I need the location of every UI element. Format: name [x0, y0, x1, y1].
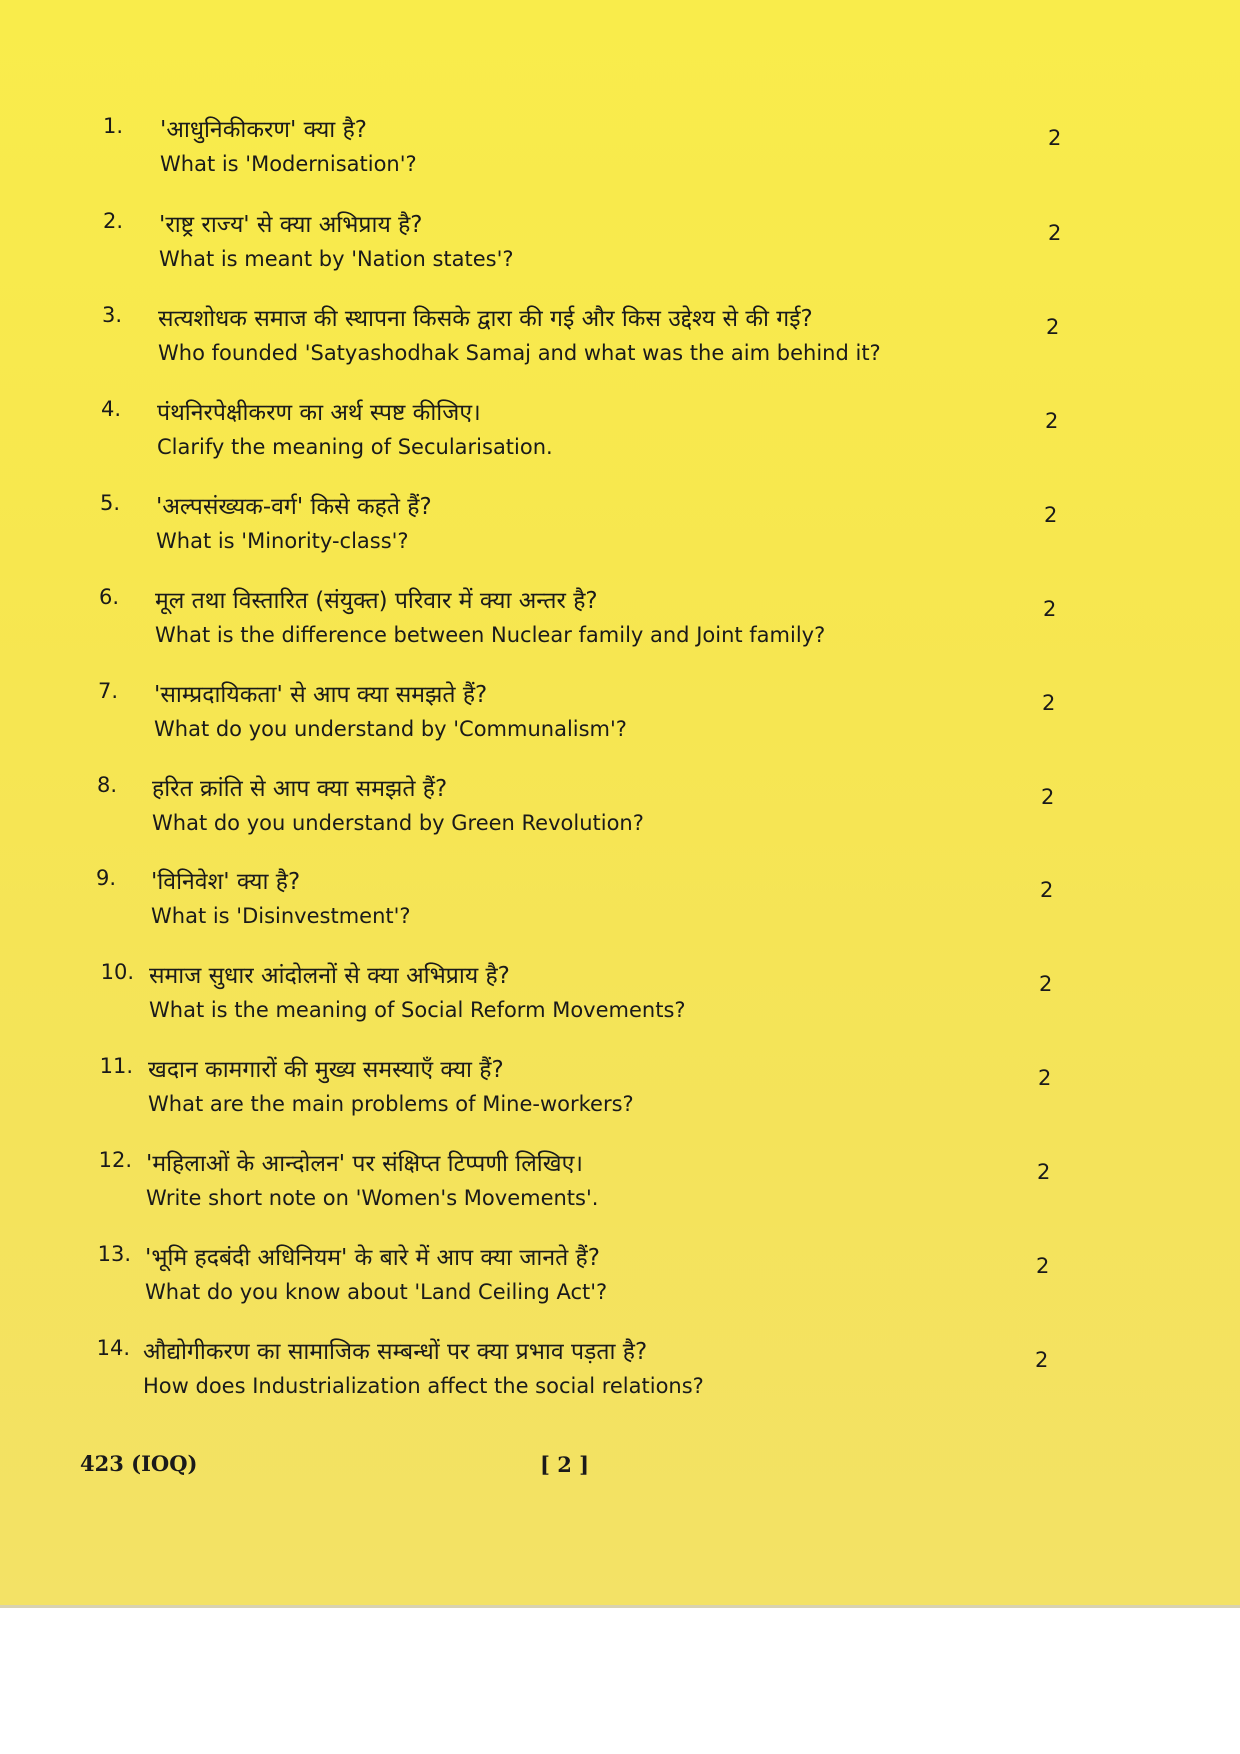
question-hindi: मूल तथा विस्तारित (संयुक्त) परिवार में क्या अन्तर है?: [155, 588, 598, 614]
question-marks: 2: [1039, 972, 1053, 996]
question-item: [0, 1054, 1240, 1134]
question-number: 14.: [96, 1336, 130, 1360]
question-marks: 2: [1035, 1348, 1049, 1372]
question-item: [0, 1242, 1240, 1322]
question-english: What do you understand by Green Revolution?: [152, 811, 644, 835]
question-number: 8.: [96, 773, 117, 797]
question-marks: 2: [1048, 221, 1062, 245]
question-item: [0, 303, 1240, 383]
question-number: 13.: [97, 1242, 131, 1266]
question-hindi: 'साम्प्रदायिकता' से आप क्या समझते हैं?: [154, 682, 488, 708]
question-english: What is the difference between Nuclear family and Joint family?: [155, 623, 826, 647]
question-hindi: हरित क्रांति से आप क्या समझते हैं?: [152, 776, 448, 802]
question-english: Clarify the meaning of Secularisation.: [157, 435, 553, 459]
question-hindi: 'महिलाओं के आन्दोलन' पर संक्षिप्त टिप्पणी लिखिए।: [146, 1151, 584, 1177]
question-english: What do you understand by 'Communalism'?: [154, 717, 627, 741]
question-number: 11.: [99, 1054, 133, 1078]
question-english: What is the meaning of Social Reform Movements?: [149, 998, 686, 1022]
question-item: [0, 585, 1240, 665]
question-hindi: 'भूमि हदबंदी अधिनियम' के बारे में आप क्या जानते हैं?: [145, 1245, 600, 1271]
question-marks: 2: [1038, 1066, 1052, 1090]
question-item: [0, 679, 1240, 759]
question-hindi: औद्योगीकरण का सामाजिक सम्बन्धों पर क्या प्रभाव पड़ता है?: [143, 1339, 648, 1365]
question-number: 10.: [100, 960, 134, 984]
question-marks: 2: [1040, 878, 1054, 902]
question-item: [0, 114, 1240, 194]
question-number: 12.: [98, 1148, 132, 1172]
question-item: [0, 773, 1240, 853]
question-item: [0, 491, 1240, 571]
question-english: What is 'Disinvestment'?: [151, 904, 411, 928]
question-number: 1.: [102, 114, 123, 138]
question-item: [0, 209, 1240, 289]
question-hindi: 'विनिवेश' क्या है?: [151, 869, 301, 895]
question-marks: 2: [1045, 409, 1059, 433]
question-hindi: पंथनिरपेक्षीकरण का अर्थ स्पष्ट कीजिए।: [157, 400, 481, 426]
question-hindi: 'अल्पसंख्यक-वर्ग' किसे कहते हैं?: [156, 494, 432, 520]
question-number: 2.: [102, 209, 123, 233]
paper-code: 423 (IOQ): [80, 1451, 198, 1476]
question-item: [0, 960, 1240, 1040]
question-hindi: सत्यशोधक समाज की स्थापना किसके द्वारा की गई और किस उद्देश्य से की गई?: [158, 306, 813, 332]
question-item: [0, 397, 1240, 477]
question-marks: 2: [1041, 785, 1055, 809]
question-item: [0, 866, 1240, 946]
question-hindi: 'आधुनिकीकरण' क्या है?: [160, 117, 367, 143]
paper-edge: [0, 1605, 1240, 1608]
question-number: 4.: [100, 397, 121, 421]
question-english: Who founded 'Satyashodhak Samaj and what was the aim behind it?: [158, 341, 881, 365]
question-hindi: 'राष्ट्र राज्य' से क्या अभिप्राय है?: [159, 212, 423, 238]
question-number: 9.: [95, 866, 116, 890]
question-number: 7.: [97, 679, 118, 703]
question-english: What is 'Minority-class'?: [156, 529, 409, 553]
question-marks: 2: [1042, 691, 1056, 715]
question-marks: 2: [1044, 503, 1058, 527]
question-english: What is meant by 'Nation states'?: [159, 247, 514, 271]
question-marks: 2: [1043, 597, 1057, 621]
question-marks: 2: [1037, 1160, 1051, 1184]
question-marks: 2: [1036, 1254, 1050, 1278]
question-marks: 2: [1048, 126, 1062, 150]
question-english: What is 'Modernisation'?: [160, 152, 417, 176]
question-number: 6.: [98, 585, 119, 609]
question-english: How does Industrialization affect the social relations?: [143, 1374, 704, 1398]
page-number: [ 2 ]: [540, 1452, 590, 1477]
question-item: [0, 1148, 1240, 1228]
question-item: [0, 1336, 1240, 1416]
question-english: Write short note on 'Women's Movements'.: [146, 1186, 599, 1210]
question-hindi: समाज सुधार आंदोलनों से क्या अभिप्राय है?: [149, 963, 510, 989]
question-english: What do you know about 'Land Ceiling Act'?: [145, 1280, 608, 1304]
question-number: 3.: [101, 303, 122, 327]
question-hindi: खदान कामगारों की मुख्य समस्याएँ क्या हैं?: [148, 1057, 504, 1083]
question-marks: 2: [1046, 315, 1060, 339]
question-number: 5.: [99, 491, 120, 515]
question-english: What are the main problems of Mine-workers?: [148, 1092, 634, 1116]
